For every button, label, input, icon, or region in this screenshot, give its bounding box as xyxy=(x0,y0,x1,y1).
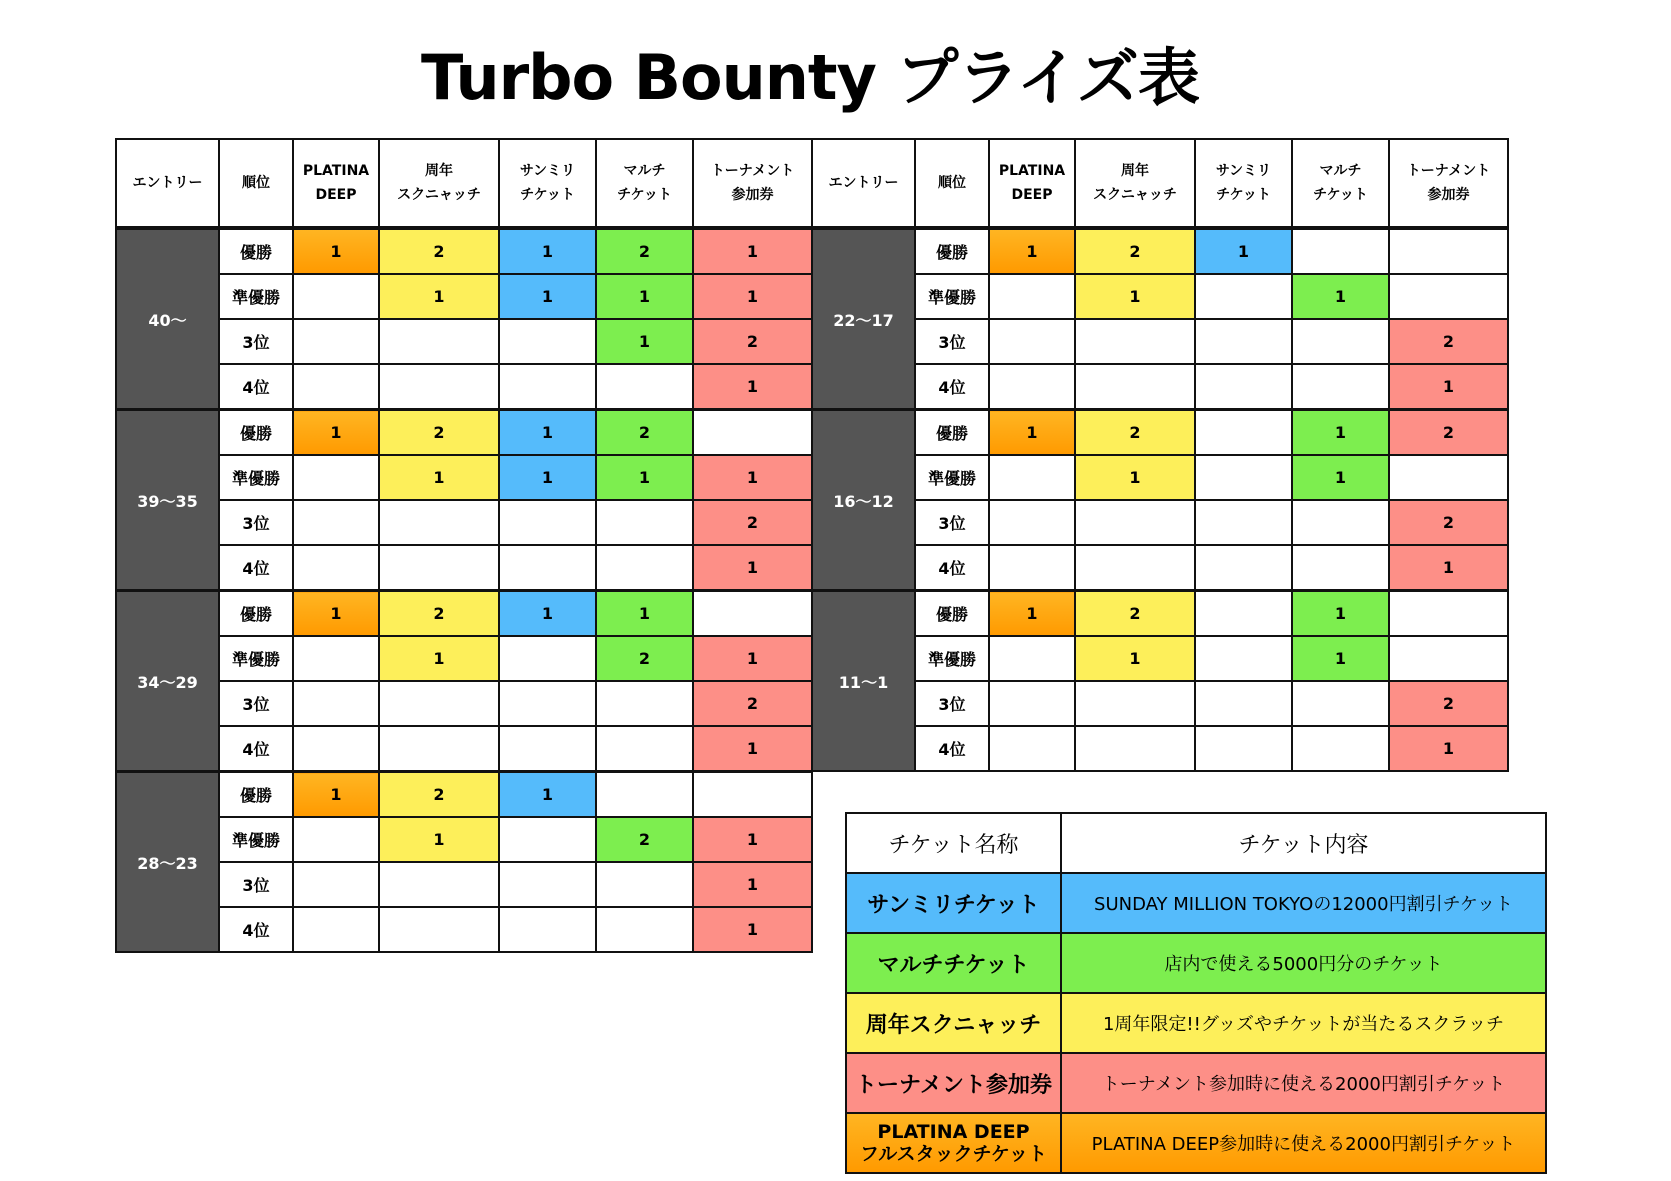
ticket-name-cell xyxy=(846,1053,1061,1113)
multi-cell: 1 xyxy=(1292,455,1389,500)
ticket-desc-cell: トーナメント参加時に使える2000円割引チケット xyxy=(1061,1053,1546,1113)
platina-cell xyxy=(989,364,1075,410)
rank-cell: 4位 xyxy=(219,907,293,952)
multi-header-line2: チケット xyxy=(1313,187,1368,203)
entry-header: エントリー xyxy=(116,139,219,228)
shunen-cell: 1 xyxy=(379,636,499,681)
ticket-name-cell xyxy=(846,933,1061,993)
ticket-name-cell xyxy=(846,873,1061,933)
platina-cell xyxy=(293,907,379,952)
shunen-cell: 2 xyxy=(379,772,499,818)
tourn-header-line2: 参加券 xyxy=(731,187,774,203)
tourn-cell: 1 xyxy=(1389,545,1508,591)
legend-row xyxy=(846,873,1546,933)
platina-cell xyxy=(293,274,379,319)
shunen-cell: 1 xyxy=(1075,636,1195,681)
platina-cell xyxy=(293,726,379,772)
shunen-header xyxy=(379,139,499,228)
platina-cell xyxy=(989,545,1075,591)
tourn-cell xyxy=(693,591,812,637)
shunen-cell xyxy=(1075,319,1195,364)
tourn-cell: 1 xyxy=(693,636,812,681)
platina-cell xyxy=(989,500,1075,545)
platina-cell: 1 xyxy=(293,591,379,637)
tourn-cell xyxy=(1389,228,1508,274)
shunen-cell xyxy=(379,862,499,907)
rank-cell: 4位 xyxy=(915,545,989,591)
rank-cell: 3位 xyxy=(219,862,293,907)
tourn-cell: 2 xyxy=(1389,681,1508,726)
header-row xyxy=(116,139,812,228)
legend-desc-header: チケット内容 xyxy=(1061,813,1546,873)
rank-cell: 準優勝 xyxy=(219,455,293,500)
multi-cell: 1 xyxy=(1292,410,1389,456)
table-row xyxy=(812,591,1508,637)
sunmiri-cell xyxy=(1195,410,1292,456)
ticket-desc-cell: SUNDAY MILLION TOKYOの12000円割引チケット xyxy=(1061,873,1546,933)
platina-header-line2: DEEP xyxy=(315,187,357,203)
ticket-name: トーナメント参加券 xyxy=(854,1072,1053,1098)
tourn-cell: 2 xyxy=(693,319,812,364)
rank-cell: 4位 xyxy=(915,726,989,771)
sunmiri-cell: 1 xyxy=(499,772,596,818)
shunen-cell xyxy=(1075,726,1195,771)
multi-cell xyxy=(596,681,693,726)
entry-range-cell: 40〜 xyxy=(116,228,219,410)
table-row xyxy=(812,319,1508,364)
table-row xyxy=(812,274,1508,319)
shunen-header-line2: スクニャッチ xyxy=(1093,187,1177,203)
tourn-cell xyxy=(1389,274,1508,319)
sunmiri-cell: 1 xyxy=(499,274,596,319)
prize-table-left xyxy=(115,138,813,953)
entry-range-cell: 22〜17 xyxy=(812,228,915,410)
platina-cell xyxy=(293,364,379,410)
multi-cell xyxy=(1292,364,1389,410)
shunen-cell: 1 xyxy=(1075,274,1195,319)
shunen-cell xyxy=(1075,681,1195,726)
ticket-name: サンミリチケット xyxy=(867,892,1040,918)
sunmiri-cell xyxy=(499,681,596,726)
rank-cell: 優勝 xyxy=(219,228,293,274)
rank-cell: 3位 xyxy=(915,319,989,364)
platina-cell: 1 xyxy=(293,410,379,456)
multi-cell xyxy=(1292,545,1389,591)
tourn-cell: 2 xyxy=(1389,410,1508,456)
ticket-name: マルチチケット xyxy=(877,952,1030,978)
rank-cell: 準優勝 xyxy=(915,455,989,500)
platina-cell xyxy=(293,681,379,726)
tourn-cell: 1 xyxy=(693,907,812,952)
platina-cell: 1 xyxy=(293,772,379,818)
legend-row xyxy=(846,1053,1546,1113)
table-row xyxy=(812,364,1508,410)
sunmiri-cell xyxy=(499,726,596,772)
platina-cell xyxy=(989,455,1075,500)
platina-cell: 1 xyxy=(293,228,379,274)
tourn-cell xyxy=(693,772,812,818)
multi-header-line1: マルチ xyxy=(1319,163,1362,179)
platina-cell: 1 xyxy=(989,591,1075,637)
table-row xyxy=(812,455,1508,500)
table-row xyxy=(812,228,1508,274)
table-row xyxy=(116,907,812,952)
platina-cell xyxy=(989,681,1075,726)
multi-header-line2: チケット xyxy=(617,187,672,203)
rank-cell: 優勝 xyxy=(915,228,989,274)
multi-cell: 1 xyxy=(1292,591,1389,637)
ticket-name-line2: フルスタックチケット xyxy=(860,1143,1047,1165)
platina-cell xyxy=(293,545,379,591)
sunmiri-cell xyxy=(1195,364,1292,410)
tourn-cell: 1 xyxy=(1389,726,1508,771)
tourn-header-line1: トーナメント xyxy=(710,163,795,179)
tourn-header-line1: トーナメント xyxy=(1406,163,1491,179)
table-row xyxy=(116,228,812,274)
table-row xyxy=(812,636,1508,681)
multi-cell: 2 xyxy=(596,817,693,862)
table-row xyxy=(116,681,812,726)
multi-cell xyxy=(596,500,693,545)
multi-cell xyxy=(1292,228,1389,274)
shunen-cell xyxy=(379,500,499,545)
table-row xyxy=(116,862,812,907)
rank-cell: 4位 xyxy=(219,726,293,772)
shunen-cell: 2 xyxy=(1075,591,1195,637)
shunen-header-line1: 周年 xyxy=(1121,163,1149,179)
shunen-cell xyxy=(379,364,499,410)
table-row xyxy=(812,500,1508,545)
sunmiri-cell xyxy=(499,545,596,591)
multi-cell xyxy=(1292,319,1389,364)
tourn-header xyxy=(693,139,812,228)
rank-cell: 3位 xyxy=(915,500,989,545)
multi-cell xyxy=(1292,681,1389,726)
platina-cell xyxy=(293,636,379,681)
table-row xyxy=(116,772,812,818)
platina-cell xyxy=(293,862,379,907)
multi-cell: 2 xyxy=(596,636,693,681)
sunmiri-cell xyxy=(1195,681,1292,726)
tourn-cell xyxy=(693,410,812,456)
platina-cell xyxy=(293,455,379,500)
table-row xyxy=(116,726,812,772)
shunen-header-line1: 周年 xyxy=(425,163,453,179)
rank-cell: 準優勝 xyxy=(219,817,293,862)
header-row xyxy=(812,139,1508,228)
sunmiri-cell: 1 xyxy=(1195,228,1292,274)
tourn-cell: 1 xyxy=(693,862,812,907)
legend-row xyxy=(846,933,1546,993)
multi-cell: 1 xyxy=(596,319,693,364)
table-row xyxy=(116,319,812,364)
shunen-cell: 2 xyxy=(1075,228,1195,274)
platina-cell xyxy=(989,726,1075,771)
sunmiri-cell xyxy=(1195,636,1292,681)
platina-header-line1: PLATINA xyxy=(302,163,370,179)
shunen-cell: 1 xyxy=(379,455,499,500)
table-row xyxy=(116,500,812,545)
table-row xyxy=(116,274,812,319)
shunen-header-line2: スクニャッチ xyxy=(397,187,481,203)
sunmiri-cell: 1 xyxy=(499,228,596,274)
platina-header xyxy=(989,139,1075,228)
multi-cell xyxy=(596,545,693,591)
entry-range-cell: 28〜23 xyxy=(116,772,219,953)
page-title: Turbo Bounty プライズ表 xyxy=(420,41,1200,114)
ticket-desc-cell: 1周年限定!!グッズやチケットが当たるスクラッチ xyxy=(1061,993,1546,1053)
rank-cell: 準優勝 xyxy=(915,274,989,319)
multi-cell xyxy=(1292,726,1389,771)
sunmiri-cell xyxy=(1195,500,1292,545)
rank-cell: 4位 xyxy=(915,364,989,410)
tourn-cell: 2 xyxy=(1389,319,1508,364)
legend-name-header: チケット名称 xyxy=(846,813,1061,873)
ticket-name: PLATINA DEEP xyxy=(877,1121,1030,1143)
tourn-header-line2: 参加券 xyxy=(1427,187,1470,203)
sunmiri-header-line1: サンミリ xyxy=(519,163,576,179)
table-row xyxy=(812,726,1508,771)
sunmiri-header xyxy=(1195,139,1292,228)
table-row xyxy=(116,455,812,500)
entry-header: エントリー xyxy=(812,139,915,228)
multi-cell xyxy=(596,364,693,410)
sunmiri-cell xyxy=(499,862,596,907)
tourn-cell: 1 xyxy=(693,817,812,862)
shunen-cell xyxy=(1075,545,1195,591)
legend-header-row xyxy=(846,813,1546,873)
rank-cell: 優勝 xyxy=(219,410,293,456)
platina-cell xyxy=(293,817,379,862)
multi-header xyxy=(596,139,693,228)
platina-cell: 1 xyxy=(989,410,1075,456)
rank-cell: 4位 xyxy=(219,364,293,410)
table-row xyxy=(812,410,1508,456)
sunmiri-cell xyxy=(499,364,596,410)
rank-header: 順位 xyxy=(219,139,293,228)
tourn-cell: 2 xyxy=(693,500,812,545)
entry-range-cell: 16〜12 xyxy=(812,410,915,591)
multi-cell: 2 xyxy=(596,410,693,456)
sunmiri-cell xyxy=(1195,545,1292,591)
tourn-cell: 2 xyxy=(693,681,812,726)
sunmiri-header-line2: チケット xyxy=(1216,187,1271,203)
sunmiri-cell xyxy=(1195,591,1292,637)
platina-header-line2: DEEP xyxy=(1011,187,1053,203)
rank-cell: 準優勝 xyxy=(219,274,293,319)
ticket-desc-cell: PLATINA DEEP参加時に使える2000円割引チケット xyxy=(1061,1113,1546,1173)
multi-cell: 1 xyxy=(1292,636,1389,681)
rank-cell: 3位 xyxy=(219,681,293,726)
tourn-cell: 1 xyxy=(693,228,812,274)
shunen-cell: 2 xyxy=(379,228,499,274)
tourn-cell: 1 xyxy=(693,274,812,319)
shunen-cell: 2 xyxy=(379,410,499,456)
multi-cell xyxy=(596,726,693,772)
platina-cell: 1 xyxy=(989,228,1075,274)
platina-header xyxy=(293,139,379,228)
multi-cell xyxy=(596,862,693,907)
multi-cell: 2 xyxy=(596,228,693,274)
tourn-cell: 1 xyxy=(693,726,812,772)
prize-table-right xyxy=(811,138,1509,772)
sunmiri-cell xyxy=(1195,274,1292,319)
shunen-cell xyxy=(379,681,499,726)
shunen-cell xyxy=(379,545,499,591)
shunen-cell: 2 xyxy=(1075,410,1195,456)
platina-cell xyxy=(293,319,379,364)
tourn-cell xyxy=(1389,636,1508,681)
ticket-name-cell xyxy=(846,993,1061,1053)
rank-cell: 優勝 xyxy=(915,591,989,637)
shunen-cell xyxy=(379,726,499,772)
entry-range-cell: 34〜29 xyxy=(116,591,219,772)
sunmiri-header-line1: サンミリ xyxy=(1215,163,1272,179)
platina-cell xyxy=(293,500,379,545)
multi-cell xyxy=(596,772,693,818)
platina-header-line1: PLATINA xyxy=(998,163,1066,179)
platina-cell xyxy=(989,274,1075,319)
platina-cell xyxy=(989,319,1075,364)
shunen-cell xyxy=(1075,500,1195,545)
table-row xyxy=(116,364,812,410)
sunmiri-cell xyxy=(499,319,596,364)
tourn-cell: 1 xyxy=(1389,364,1508,410)
sunmiri-cell xyxy=(499,817,596,862)
tourn-header xyxy=(1389,139,1508,228)
shunen-cell: 1 xyxy=(379,274,499,319)
tourn-cell xyxy=(1389,591,1508,637)
tourn-cell: 2 xyxy=(1389,500,1508,545)
multi-cell: 1 xyxy=(596,455,693,500)
table-row xyxy=(116,545,812,591)
multi-cell: 1 xyxy=(1292,274,1389,319)
shunen-cell: 1 xyxy=(379,817,499,862)
tourn-cell: 1 xyxy=(693,364,812,410)
entry-range-cell: 39〜35 xyxy=(116,410,219,591)
rank-cell: 優勝 xyxy=(915,410,989,456)
platina-cell xyxy=(989,636,1075,681)
table-row xyxy=(116,591,812,637)
sunmiri-cell xyxy=(1195,726,1292,771)
rank-cell: 4位 xyxy=(219,545,293,591)
multi-header xyxy=(1292,139,1389,228)
ticket-name-cell xyxy=(846,1113,1061,1173)
sunmiri-header xyxy=(499,139,596,228)
multi-cell: 1 xyxy=(596,274,693,319)
tourn-cell xyxy=(1389,455,1508,500)
shunen-header xyxy=(1075,139,1195,228)
multi-cell xyxy=(1292,500,1389,545)
shunen-cell: 1 xyxy=(1075,455,1195,500)
rank-cell: 優勝 xyxy=(219,591,293,637)
sunmiri-cell: 1 xyxy=(499,410,596,456)
shunen-cell xyxy=(1075,364,1195,410)
ticket-name: 周年スクニャッチ xyxy=(865,1012,1042,1038)
sunmiri-cell xyxy=(499,907,596,952)
rank-cell: 準優勝 xyxy=(219,636,293,681)
multi-cell xyxy=(596,907,693,952)
ticket-legend-table xyxy=(845,812,1547,1174)
table-row xyxy=(812,545,1508,591)
legend-row xyxy=(846,993,1546,1053)
tourn-cell: 1 xyxy=(693,545,812,591)
table-row xyxy=(812,681,1508,726)
sunmiri-cell xyxy=(1195,319,1292,364)
sunmiri-header-line2: チケット xyxy=(520,187,575,203)
sunmiri-cell xyxy=(499,636,596,681)
sunmiri-cell xyxy=(499,500,596,545)
table-row xyxy=(116,410,812,456)
rank-cell: 3位 xyxy=(219,319,293,364)
rank-cell: 準優勝 xyxy=(915,636,989,681)
ticket-desc-cell: 店内で使える5000円分のチケット xyxy=(1061,933,1546,993)
table-row xyxy=(116,636,812,681)
rank-cell: 優勝 xyxy=(219,772,293,818)
rank-header: 順位 xyxy=(915,139,989,228)
entry-range-cell: 11〜1 xyxy=(812,591,915,772)
rank-cell: 3位 xyxy=(915,681,989,726)
shunen-cell xyxy=(379,907,499,952)
multi-cell: 1 xyxy=(596,591,693,637)
shunen-cell: 2 xyxy=(379,591,499,637)
table-row xyxy=(116,817,812,862)
legend-row xyxy=(846,1113,1546,1173)
multi-header-line1: マルチ xyxy=(623,163,666,179)
rank-cell: 3位 xyxy=(219,500,293,545)
sunmiri-cell: 1 xyxy=(499,591,596,637)
tourn-cell: 1 xyxy=(693,455,812,500)
sunmiri-cell xyxy=(1195,455,1292,500)
shunen-cell xyxy=(379,319,499,364)
sunmiri-cell: 1 xyxy=(499,455,596,500)
